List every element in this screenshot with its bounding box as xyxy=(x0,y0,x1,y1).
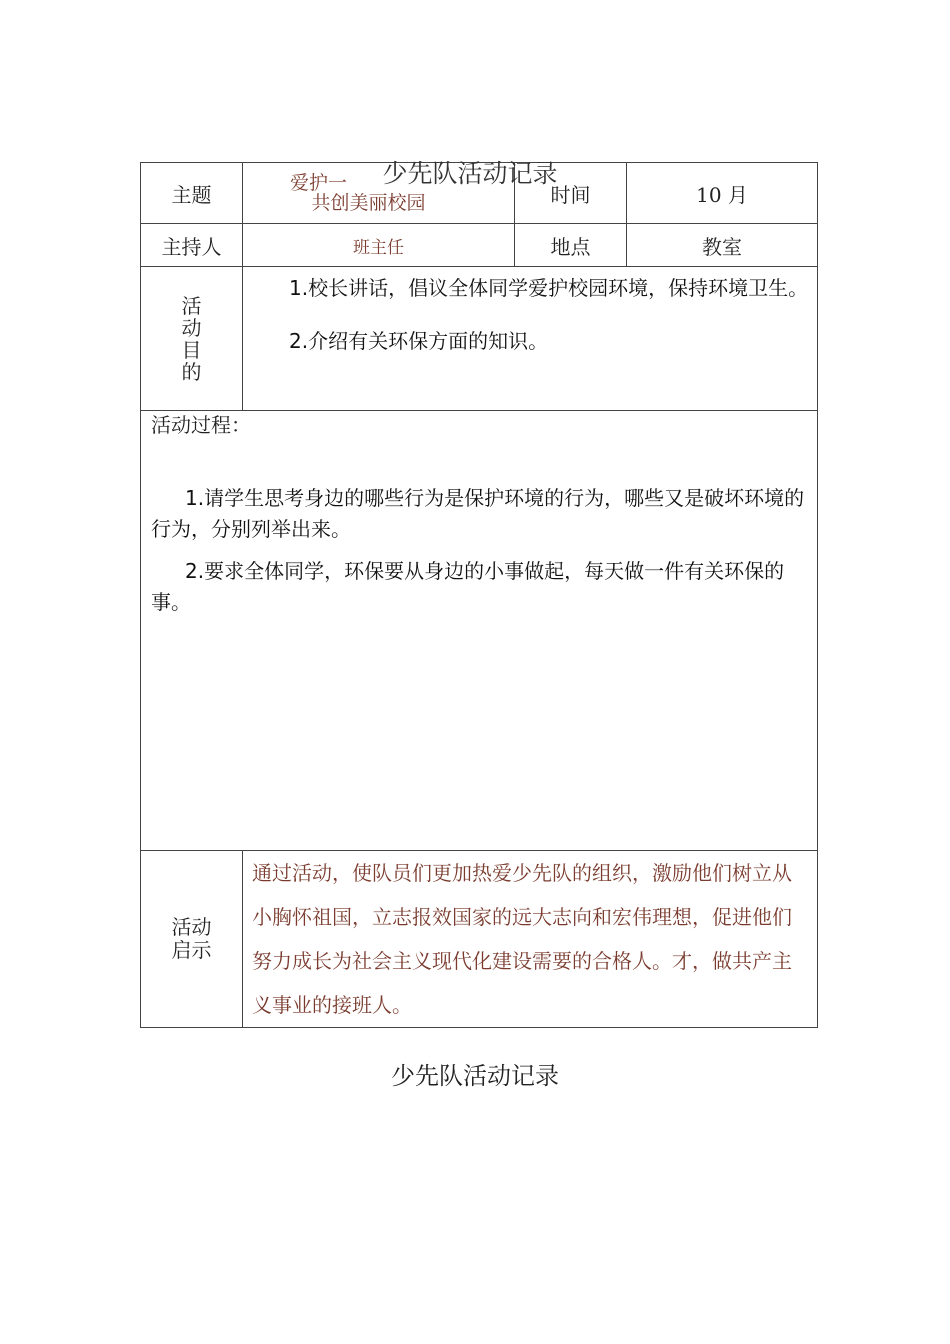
row-host xyxy=(141,224,818,267)
theme-line-2: 共创美丽校园 xyxy=(311,192,426,214)
insight-content: 通过活动，使队员们更加热爱少先队的组织，激励他们树立从小胸怀祖国，立志报效国家的远大志向和宏伟理想，促进他们努力成长为社会主义现代化建设需要的合格人。才，做共产主义事业的接班人。 xyxy=(243,851,818,1028)
process-content xyxy=(151,483,807,618)
time-value: 10 月 xyxy=(627,163,818,224)
purpose-item-1: 1.校长讲话，倡议全体同学爱护校园环境，保持环境卫生。 xyxy=(289,276,809,300)
theme-label: 主题 xyxy=(141,163,243,224)
bottom-page-title: 少先队活动记录 xyxy=(391,1062,559,1090)
purpose-label xyxy=(141,267,243,411)
insight-label-line-1: 活动 xyxy=(171,915,212,939)
process-label: 活动过程： xyxy=(151,413,251,437)
insight-label xyxy=(141,851,243,1028)
purpose-label-char: 的 xyxy=(181,359,202,384)
purpose-item-2: 2.介绍有关环保方面的知识。 xyxy=(289,329,549,353)
purpose-label-char: 动 xyxy=(181,315,202,340)
row-purpose xyxy=(141,267,818,411)
process-cell xyxy=(141,411,818,851)
time-label: 时间 xyxy=(515,163,627,224)
purpose-label-char: 目 xyxy=(181,337,202,362)
place-value: 教室 xyxy=(627,224,818,267)
row-process xyxy=(141,411,818,851)
host-label: 主持人 xyxy=(141,224,243,267)
theme-line-1: 爱护一 xyxy=(289,172,347,194)
purpose-label-char: 活 xyxy=(181,293,202,318)
activity-record-table xyxy=(140,162,818,1028)
purpose-content xyxy=(243,267,818,411)
process-item-1: 1.请学生思考身边的哪些行为是保护环境的行为，哪些又是破坏环境的行为，分别列举出来。 xyxy=(151,486,805,541)
overlay-page-title: 少先队活动记录 xyxy=(382,159,558,188)
row-insight xyxy=(141,851,818,1028)
process-item-2: 2.要求全体同学，环保要从身边的小事做起，每天做一件有关环保的事。 xyxy=(151,559,785,614)
host-value: 班主任 xyxy=(243,224,515,267)
place-label: 地点 xyxy=(515,224,627,267)
insight-label-line-2: 启示 xyxy=(171,938,212,962)
